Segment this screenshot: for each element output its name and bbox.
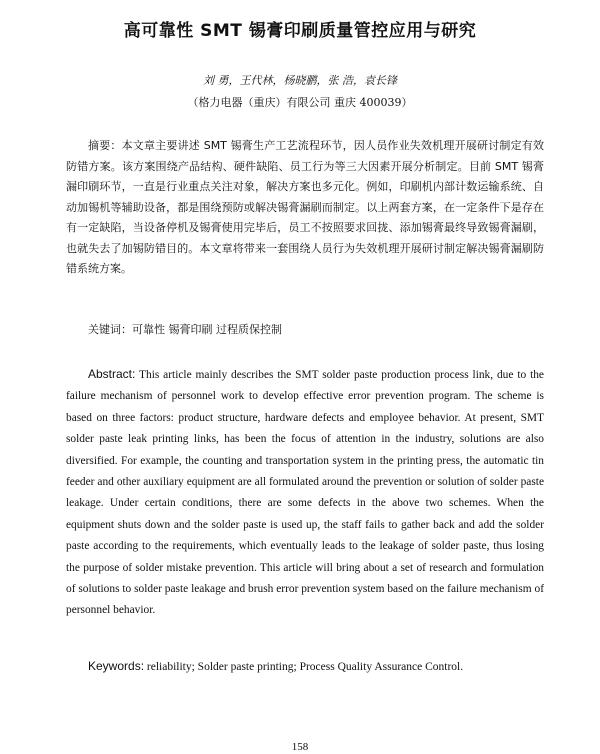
english-keywords-text: reliability; Solder paste printing; Process Quality Assurance Control. <box>146 661 464 673</box>
english-keywords <box>88 659 463 673</box>
chinese-keywords <box>88 321 282 337</box>
author-list: 刘 勇，王代林，杨晓鹏，张 浩，袁长锋 <box>203 74 397 87</box>
page-number: 158 <box>291 741 309 753</box>
chinese-abstract-text: 本文章主要讲述 SMT 锡膏生产工艺流程环节，因人员作业失效机理开展研讨制定有效防错方案。该方案围绕产品结构、硬件缺陷、员工行为等三大因素开展分析制定。目前 SMT 锡膏漏印刷环节，一直是行业重点关注对象，解决方案也多元化。例如，印刷机内部计数运输系统、自动加锡机等辅助设备，都是围绕预防或解决锡膏漏刷而制定。以上两套方案，在一定条件下是存在有一定缺陷，当设备停机及锡膏使用完毕后，员工不按照要求回拢、添加锡膏最终导致锡膏漏刷，也就失去了加锡防错目的。本文章将带来一套围绕人员行为失效机理开展研讨制定解决锡膏漏刷防错系统方案。 <box>66 139 545 275</box>
affiliation: （格力电器（重庆）有限公司 重庆 400039） <box>187 96 413 109</box>
chinese-keywords-label: 关键词： <box>88 323 132 336</box>
chinese-abstract-label: 摘要： <box>88 139 122 152</box>
english-abstract-label: Abstract: <box>88 367 136 381</box>
chinese-keywords-text: 可靠性 锡膏印刷 过程质保控制 <box>132 323 282 336</box>
english-abstract <box>66 364 544 622</box>
chinese-abstract <box>66 136 544 280</box>
paper-title: 高可靠性 SMT 锡膏印刷质量管控应用与研究 <box>123 21 477 41</box>
english-abstract-text: This article mainly describes the SMT solder paste production process link, due to the failure mechanism of personnel work to develop effective error prevention program. The scheme is based on three factors: product structure, hardware defects and employee behavior. At present, SMT solder paste leak printing links, has been the focus of attention in the industry, solutions are also diversified. For example, the counting and transportation system in the printing press, the automatic tin feeder and other auxiliary equipment are all formulated around the prevention or solution of solder paste leakage. Under certain conditions, there are some defects in the above two schemes. When the equipment shuts down and the solder paste is used up, the staff fails to gather back and add the solder paste according to the requirements, which eventually leads to the leakage of solder paste, thus losing the purpose of solder mistake prevention. This article will bring about a set of research and formulation of solutions to solder paste leakage and brush error prevention system based on the failure mechanism of personnel behavior. <box>66 369 544 617</box>
english-keywords-label: Keywords: <box>88 659 145 673</box>
